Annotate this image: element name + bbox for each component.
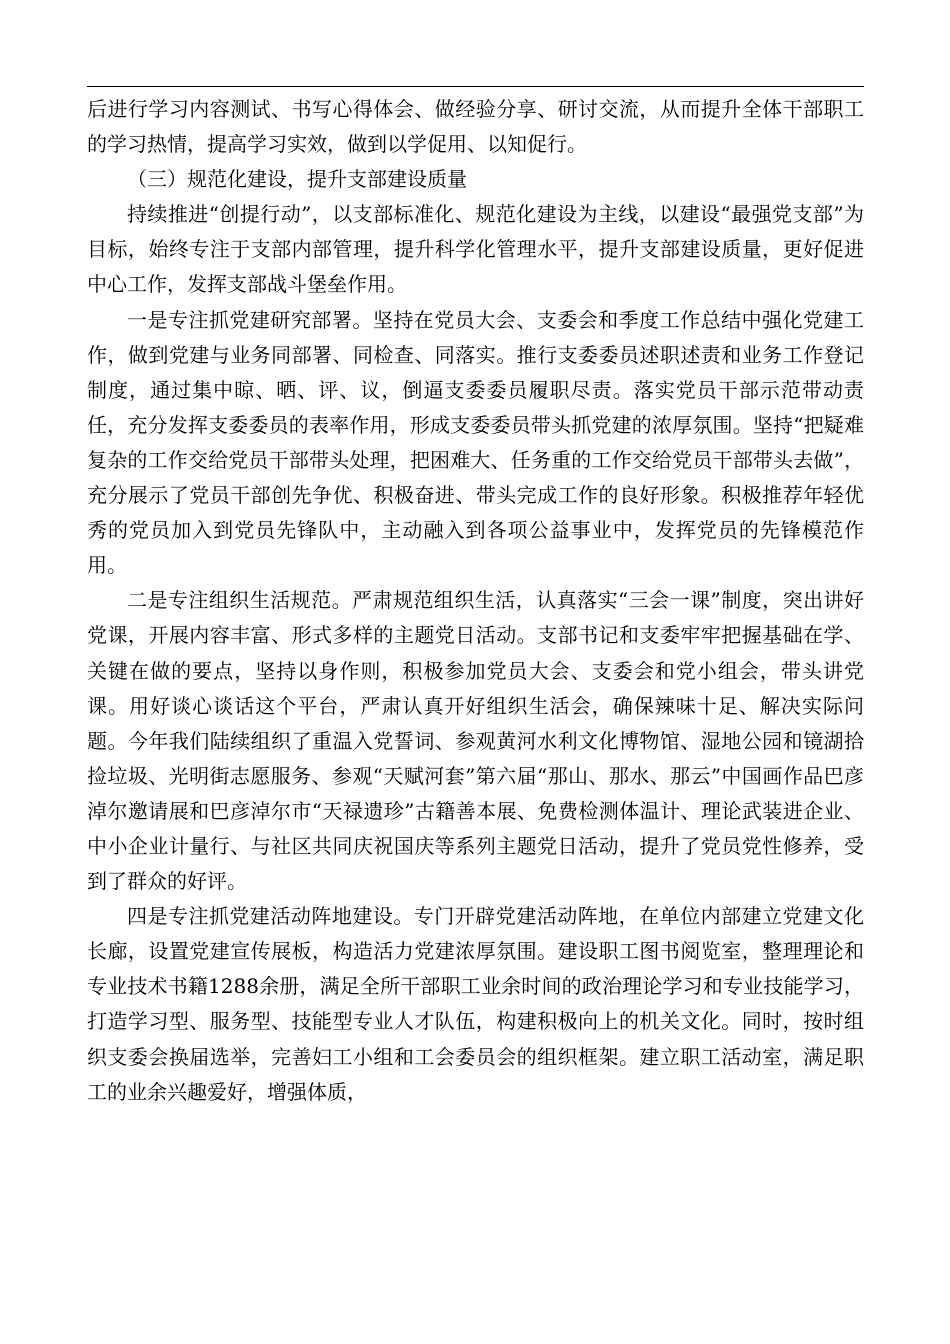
paragraph-item-four: 四是专注抓党建活动阵地建设。专门开辟党建活动阵地，在单位内部建立党建文化长廊，设置党建宣传展板，构造活力党建浓厚氛围。建设职工图书阅览室，整理理论和专业技术书籍1288余册，满足全所干部职工业余时间的政治理论学习和专业技能学习，打造学习型、服务型、技能型专业人才队伍，构建积极向上的机关文化。同时，按时组织支委会换届选举，完善妇工小组和工会委员会的组织框架。建立职工活动室，满足职工的业余兴趣爱好，增强体质， bbox=[87, 904, 864, 1104]
document-body bbox=[87, 92, 864, 1110]
paragraph-intro: 持续推进“创提行动”，以支部标准化、规范化建设为主线，以建设“最强党支部”为目标，始终专注于支部内部管理，提升科学化管理水平，提升支部建设质量，更好促进中心工作，发挥支部战斗堡垒作用。 bbox=[87, 202, 864, 297]
paragraph-continuation: 后进行学习内容测试、书写心得体会、做经验分享、研讨交流，从而提升全体干部职工的学习热情，提高学习实效，做到以学促用、以知促行。 bbox=[87, 97, 864, 157]
paragraph-item-one: 一是专注抓党建研究部署。坚持在党员大会、支委会和季度工作总结中强化党建工作，做到党建与业务同部署、同检查、同落实。推行支委委员述职述责和业务工作登记制度，通过集中晾、晒、评、议，倒逼支委委员履职尽责。落实党员干部示范带动责任，充分发挥支委委员的表率作用，形成支委委员带头抓党建的浓厚氛围。坚持“把疑难复杂的工作交给党员干部带头处理，把困难大、任务重的工作交给党员干部带头去做”，充分展示了党员干部创先争优、积极奋进、带头完成工作的良好形象。积极推荐年轻优秀的党员加入到党员先锋队中，主动融入到各项公益事业中，发挥党员的先锋模范作用。 bbox=[87, 307, 864, 578]
paragraph-item-two: 二是专注组织生活规范。严肃规范组织生活，认真落实“三会一课”制度，突出讲好党课，开展内容丰富、形式多样的主题党日活动。支部书记和支委牢牢把握基础在学、关键在做的要点，坚持以身作则，积极参加党员大会、支委会和党小组会，带头讲党课。用好谈心谈话这个平台，严肃认真开好组织生活会，确保辣味十足、解决实际问题。今年我们陆续组织了重温入党誓词、参观黄河水利文化博物馆、湿地公园和镜湖拾捡垃圾、光明街志愿服务、参观“天赋河套”第六届“那山、那水、那云”中国画作品巴彦淖尔邀请展和巴彦淖尔市“天禄遗珍”古籍善本展、免费检测体温计、理论武装进企业、中小企业计量行、与社区共同庆祝国庆等系列主题党日活动，提升了党员党性修养，受到了群众的好评。 bbox=[87, 588, 864, 894]
header-rule bbox=[87, 86, 864, 87]
section-heading: （三）规范化建设，提升支部建设质量 bbox=[127, 167, 467, 192]
